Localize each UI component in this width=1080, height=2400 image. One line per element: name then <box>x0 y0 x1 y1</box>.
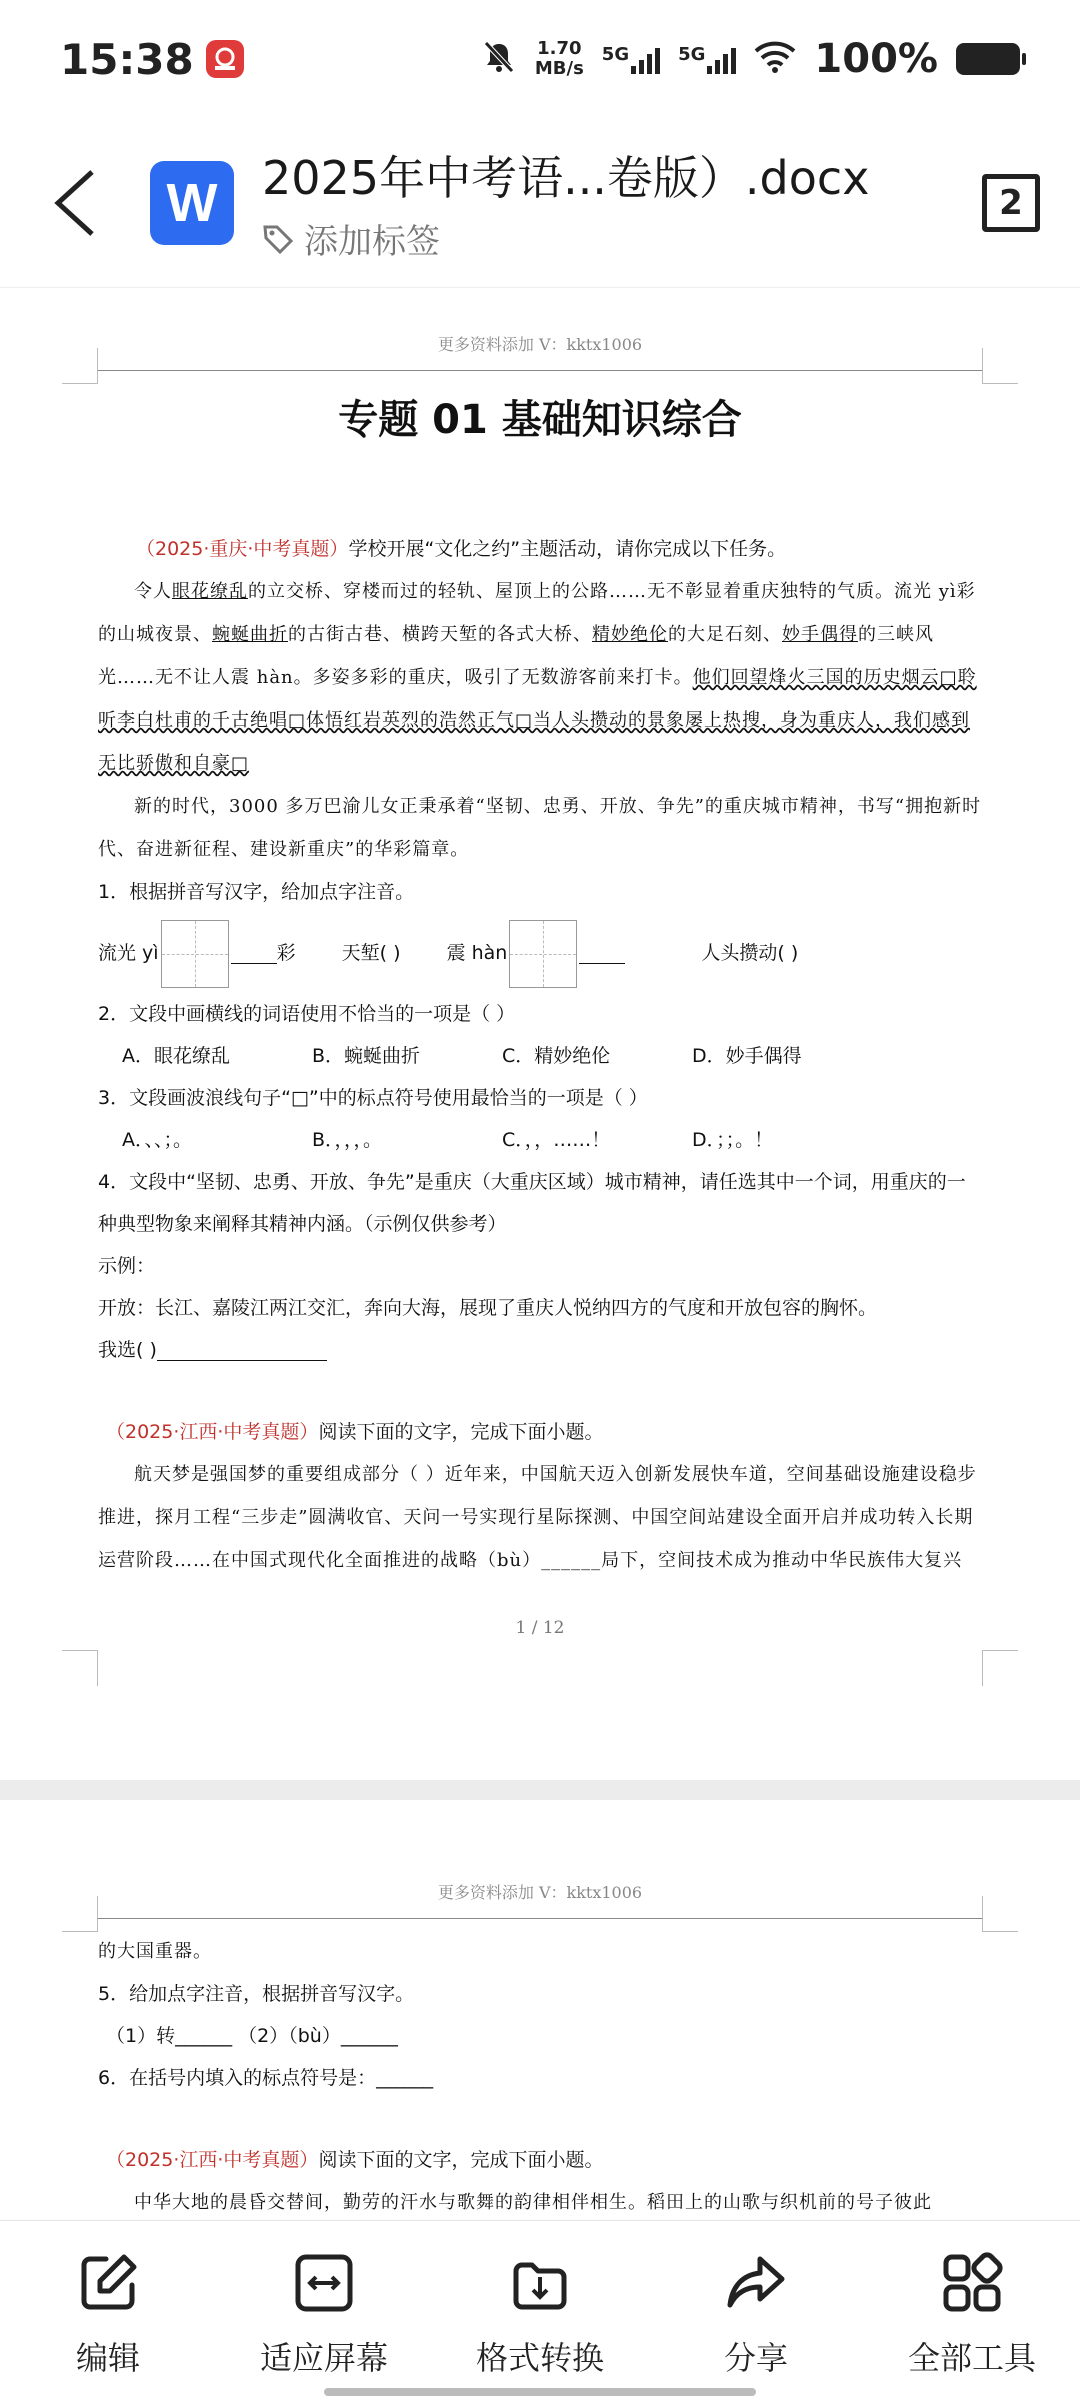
intro-text: 学校开展“文化之约”主题活动，请你完成以下任务。 <box>348 538 787 560</box>
document-page-1 <box>0 288 1080 1780</box>
my-choice: 我选( ) <box>98 1329 982 1371</box>
passage-chongqing: 令人眼花缭乱的立交桥、穿楼而过的轻轨、屋顶上的公路……无不彰显着重庆独特的气质。流光 yì彩的山城夜景、蜿蜒曲折的古街古巷、横跨天堑的各式大桥、精妙绝伦的大足石刻、妙手偶得的三峡风光……无不让人震 hàn。多姿多彩的重庆，吸引了无数游客前来打卡。他们回望烽火三国的历史烟云□聆听李白杜甫的千古绝唱□体悟红岩英烈的浩然正气□当人头攒动的景象屡上热搜，身为重庆人，我们感到无比骄傲和自豪□ <box>98 581 977 774</box>
question-1: 1．根据拼音写汉字，给加点字注音。 <box>98 881 415 903</box>
fit-screen-icon <box>292 2251 356 2315</box>
passage-labor-song: 中华大地的晨昏交替间，勤劳的汗水与歌舞的韵律相伴相生。稻田上的山歌与织机前的号子彼此 <box>134 2192 932 2213</box>
crop-mark <box>982 1650 1018 1686</box>
source-tag: （2025·江西·中考真题） <box>106 1421 319 1443</box>
format-convert-icon <box>508 2251 572 2315</box>
writing-grid[interactable] <box>161 920 229 988</box>
document-page-2 <box>0 1800 1080 2220</box>
question-3-options: A．、、；。 B．，，，。 C．，，……！ D．；；。！ <box>122 1129 774 1151</box>
passage-aerospace: 航天梦是强国梦的重要组成部分（ ）近年来，中国航天迈入创新发展快车道，空间基础设施建设稳步推进，探月工程“三步走”圆满收官、天问一号实现行星际探测、中国空间站建设全面开启并成功转入长期运营阶段……在中国式现代化全面推进的战略（bù）______局下，空间技术成为推动中华民族伟大复兴 <box>98 1464 977 1571</box>
add-tag-label: 添加标签 <box>304 222 440 262</box>
all-tools-button[interactable]: 全部工具 <box>882 2251 1062 2400</box>
add-tag-button[interactable] <box>262 214 869 263</box>
signal-sim2: 5G <box>678 44 736 74</box>
page-separator <box>0 1780 1080 1800</box>
crop-mark <box>982 348 1018 384</box>
document-title: 2025年中考语...卷版）.docx <box>262 151 870 205</box>
format-convert-button[interactable]: 格式转换 <box>450 2251 630 2400</box>
source-tag: （2025·重庆·中考真题） <box>136 538 349 560</box>
example-label: 示例： <box>98 1255 156 1277</box>
edit-icon <box>76 2251 140 2315</box>
crop-mark <box>62 1896 98 1932</box>
tag-icon <box>262 223 294 255</box>
network-speed: 1.70 MB/s <box>534 38 584 79</box>
page-header-note: 更多资料添加 V：kktx1006 <box>437 1883 643 1902</box>
page1-body <box>98 528 982 1582</box>
passage-new-era: 新的时代，3000 多万巴渝儿女正秉承着“坚韧、忠勇、开放、争先”的重庆城市精神，书写“拥抱新时代、奋进新征程、建设新重庆”的华彩篇章。 <box>98 796 982 860</box>
question-4-line2: 种典型物象来阐释其精神内涵。（示例仅供参考） <box>98 1213 507 1235</box>
status-time: 15:38 <box>60 34 194 84</box>
crop-mark <box>62 1650 98 1686</box>
battery-icon <box>956 43 1020 75</box>
continued-text: 的大国重器。 <box>98 1941 212 1962</box>
question-5-items: （1）转______ （2）（bù）______ <box>106 2025 398 2047</box>
document-header <box>0 118 1080 288</box>
question-1-items: 流光 yì 彩 天堑( ) 震 hàn 人头攒动( ) <box>98 913 982 993</box>
question-4-line1: 4．文段中“坚韧、忠勇、开放、争先”是重庆（大重庆区域）城市精神，请任选其中一个词，用重庆的一 <box>98 1171 966 1193</box>
battery-percent: 100% <box>814 36 938 82</box>
home-indicator[interactable] <box>324 2388 756 2396</box>
question-3: 3．文段画波浪线句子“□”中的标点符号使用最恰当的一项是（ ） <box>98 1087 648 1109</box>
word-file-icon: W <box>150 161 234 245</box>
example-text: 开放：长江、嘉陵江两江交汇，奔向大海，展现了重庆人悦纳四方的气度和开放包容的胸怀。 <box>98 1297 878 1319</box>
signal-bars-icon <box>707 44 736 74</box>
page-count-button[interactable]: 2 <box>982 174 1040 232</box>
question-2-options: A．眼花缭乱 B．蜿蜒曲折 C．精妙绝伦 D．妙手偶得 <box>122 1045 802 1067</box>
page-header-note: 更多资料添加 V：kktx1006 <box>437 335 643 354</box>
document-heading: 专题 01 基础知识综合 <box>338 397 742 443</box>
signal-sim1: 5G <box>602 44 660 74</box>
page-number: 1 / 12 <box>515 1618 565 1638</box>
jiangxi-intro-2: 阅读下面的文字，完成下面小题。 <box>318 2149 604 2171</box>
header-divider <box>98 370 982 371</box>
question-2: 2．文段中画横线的词语使用不恰当的一项是（ ） <box>98 1003 516 1025</box>
crop-mark <box>62 348 98 384</box>
crop-mark <box>982 1896 1018 1932</box>
question-5: 5．给加点字注音，根据拼音写汉字。 <box>98 1983 415 2005</box>
bottom-toolbar <box>0 2220 1080 2400</box>
status-bar <box>0 0 1080 118</box>
notification-app-icon <box>206 40 244 78</box>
back-button[interactable] <box>40 158 110 248</box>
mute-bell-icon <box>481 39 517 79</box>
share-button[interactable]: 分享 <box>666 2251 846 2400</box>
header-divider <box>98 1918 982 1919</box>
jiangxi-intro: 阅读下面的文字，完成下面小题。 <box>318 1421 604 1443</box>
all-tools-icon <box>940 2251 1004 2315</box>
share-icon <box>724 2251 788 2315</box>
chevron-left-icon <box>52 168 98 238</box>
fit-screen-button[interactable]: 适应屏幕 <box>234 2251 414 2400</box>
wifi-icon <box>754 40 796 78</box>
question-6: 6．在括号内填入的标点符号是：______ <box>98 2067 434 2089</box>
edit-button[interactable]: 编辑 <box>18 2251 198 2400</box>
page2-body <box>98 1930 982 2220</box>
source-tag: （2025·江西·中考真题） <box>106 2149 319 2171</box>
writing-grid[interactable] <box>509 920 577 988</box>
signal-bars-icon <box>631 44 660 74</box>
